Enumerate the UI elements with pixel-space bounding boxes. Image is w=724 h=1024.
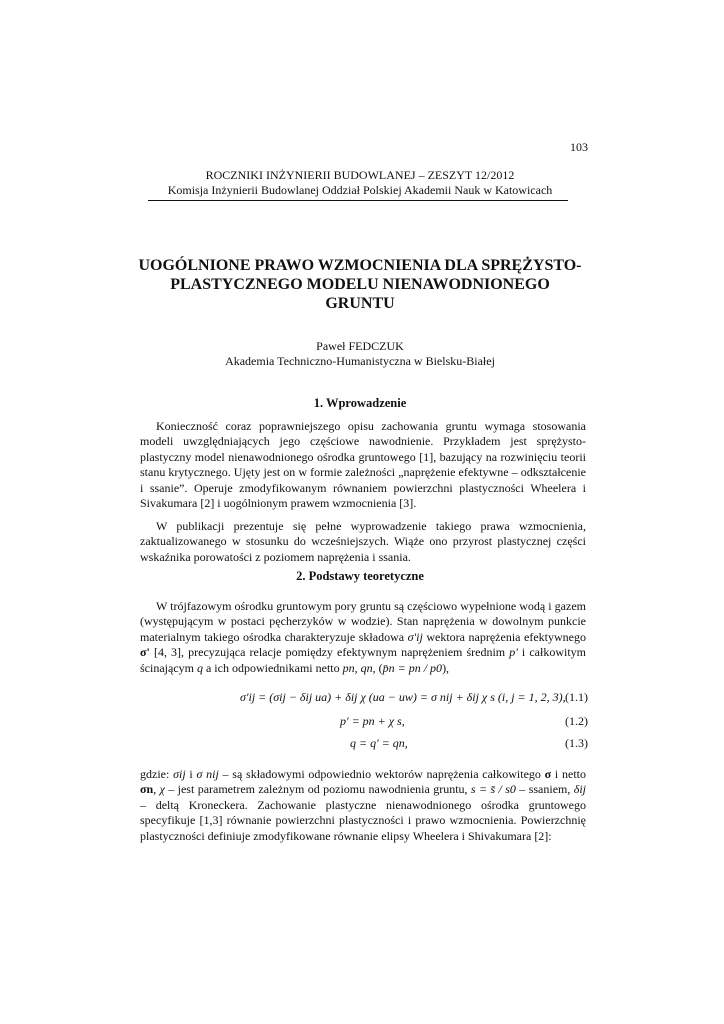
author-affiliation: Akademia Techniczno-Humanistyczna w Bielsku-Białej [225,354,495,368]
title-line-3: GRUNTU [325,295,395,312]
section-heading-theory: 2. Podstawy teoretyczne [296,569,424,583]
publisher-line: Komisja Inżynierii Budowlanej Oddział Polskiej Akademii Nauk w Katowicach [167,183,553,197]
header-rule [148,200,568,201]
symbol-delta-ij: δij [573,782,586,797]
symbol-pn-qn: pn, qn [342,660,373,675]
equation-number-1-2: (1.2) [565,714,588,728]
page-number: 103 [570,140,588,154]
equation-number-1-1: (1.1) [565,690,588,704]
title-line-2: PLASTYCZNEGO MODELU NIENAWODNIONEGO [170,276,550,293]
paragraph-intro-1: Konieczność coraz poprawniejszego opisu zachowania gruntu wymaga stosowania modeli uwzględniających jego częściowe nawodnienie. Przykładem jest sprężysto-plastyczny model nienawodnionego ośrodka gruntowego [1], bazujący na rozwinięciu teorii stanu krytycznego. Ujęty jest on w formie zależności „naprężenie efektywne – odkształcenie i ssanie”. Operuje zmodyfikowanym równaniem powierzchni plastyczności Wheelera i Sivakumara [2] i uogólnionym prawem wzmocnienia [3]. [140,419,586,511]
symbol-p-ratio: p̄n = pn / p0 [382,660,443,675]
paper-title [120,256,600,313]
symbol-sigma-n-ij: σ nij [196,767,219,781]
journal-header [140,168,580,198]
equation-number-1-3: (1.3) [565,736,588,750]
symbol-s-ratio: s = s̄ / s0 [470,782,516,797]
equation-1-3: q = q' = qn, [350,736,408,750]
paragraph-intro-2: W publikacji prezentuje się pełne wyprowadzenie takiego prawa wzmocnienia, zaktualizowanego w stosunku do wcześniejszych. Wiąże ono przyrost plastycznej części wskaźnika porowatości z poziomem naprężenia i ssania. [140,519,586,564]
symbol-q: q [196,660,203,675]
equation-1-2: p' = pn + χ s, [340,714,405,728]
symbol-chi: χ [159,782,165,797]
symbol-sigma-n: σn [140,782,154,797]
symbol-sigma-ij: σij [173,767,186,781]
symbol-sigma: σ [544,767,552,781]
journal-title: ROCZNIKI INŻYNIERII BUDOWLANEJ – ZESZYT 12/2012 [205,168,515,182]
symbol-p-eff: p' [509,645,518,660]
paragraph-theory-2: gdzie: σij i σ nij – są składowymi odpowiednio wektorów naprężenia całkowitego σ i netto σn, χ – jest parametrem zależnym od poziomu nawodnienia gruntu, s = s̄ / s0 – ssaniem, δij – deltą Kroneckera. Zachowanie plastyczne nienawodnionego ośrodka gruntowego specyfikuje [1,3] równanie powierzchni plastyczności i prawo wzmocnienia. Powierzchnię plastyczności definiuje zmodyfikowane równanie elipsy Wheelera i Shivakumara [2]: [140,767,586,843]
equation-1-1: σ'ij = (σij − δij ua) + δij χ (ua − uw) = σ nij + δij χ s (i, j = 1, 2, 3), [240,690,566,704]
section-heading-intro: 1. Wprowadzenie [313,396,407,410]
symbol-sigma-eff: σ' [140,645,150,660]
symbol-sigma-eff-ij: σ'ij [407,629,423,644]
paragraph-theory-1: W trójfazowym ośrodku gruntowym pory gruntu są częściowo wypełnione wodą i gazem (występującym w postaci pęcherzyków w wodzie). Stan naprężenia w dowolnym punkcie materialnym takiego ośrodka charakteryzuje składowa σ'ij wektora naprężenia efektywnego σ' [4, 3], precyzująca relacje pomiędzy efektywnym naprężeniem średnim p' i całkowitym ścinającym q a ich odpowiednikami netto pn, qn, (p̄n = pn / p0), [140,599,586,675]
title-line-1: UOGÓLNIONE PRAWO WZMOCNIENIA DLA SPRĘŻYSTO- [138,257,582,274]
author-block [140,339,580,369]
author-name: Paweł FEDCZUK [316,339,404,353]
